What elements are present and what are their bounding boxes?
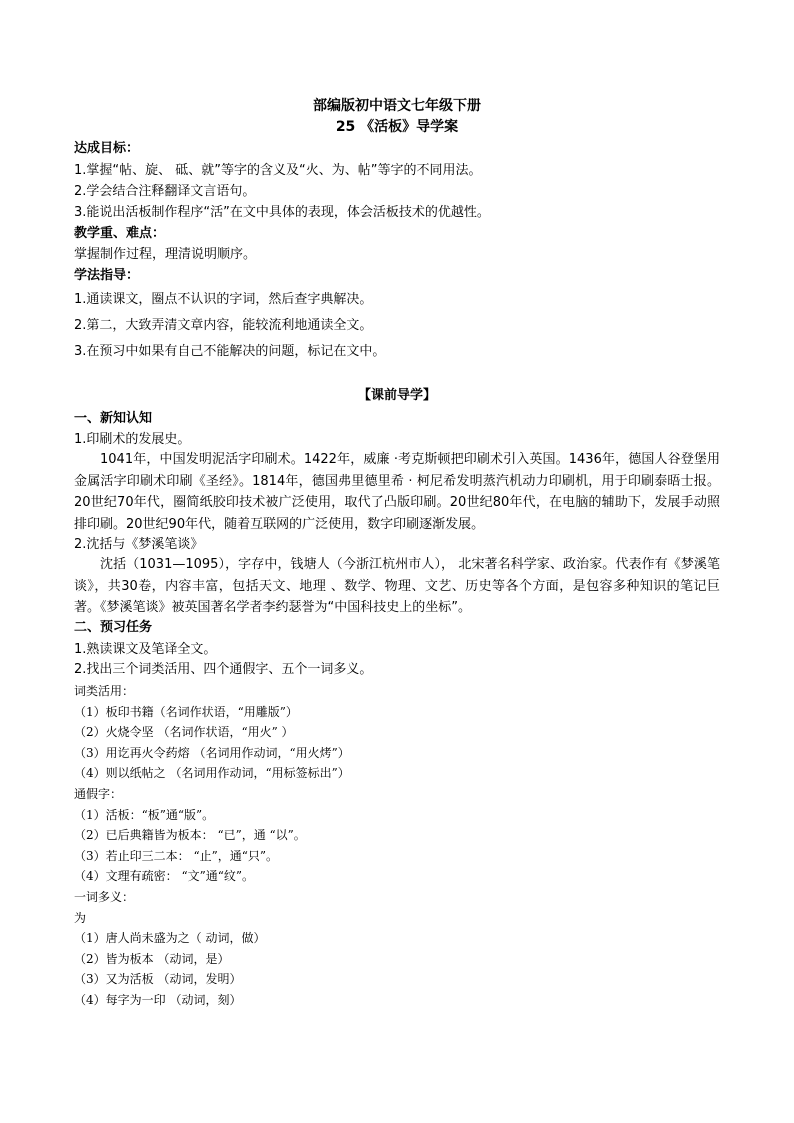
- method-heading: 学法指导：: [74, 268, 140, 283]
- history-text: 1041年，中国发明泥活字印刷术。1422年，威廉 ·考克斯顿把印刷术引入英国。1436年，德国人谷登堡用金属活字印刷术印刷《圣经》。1814年，德国弗里德里希 · 柯尼希发明蒸汽机动力印刷机，用于印刷泰晤士报。20世纪70年代，圈简纸胶印技术被广泛使用，取代了凸版印刷。20世纪80年代，在电脑的辅助下，发展手动照排印刷。20世纪90年代，随着互联网的广泛使用，数字印刷逐渐发展。: [74, 452, 720, 532]
- shenkuo-text: 沈括（1031—1095），字存中，钱塘人（今浙江杭州市人）， 北宋著名科学家、政治家。代表作有《梦溪笔谈》，共30卷，内容丰富，包括天文、地理 、数学、物理、文艺、历史等各个方面，是包容多种知识的笔记巨著。《梦溪笔谈》被英国著名学者李约瑟誉为“中国科技史上的坐标”。: [74, 557, 720, 615]
- goals-heading: 达成目标：: [74, 141, 140, 156]
- cilei-item: （4）则以纸帖之 （名词用作动词，“用标签标出”）: [74, 766, 350, 780]
- part2-heading: 二、预习任务: [74, 620, 153, 635]
- duoyi-item: （2）皆为板本 （动词，是）: [74, 952, 230, 966]
- history-paragraph: [74, 449, 720, 535]
- document-subtitle: 25 《活板》导学案: [335, 119, 459, 135]
- duoyi-item: （3）又为活板 （动词，发明）: [74, 972, 242, 986]
- cilei-item: （1）板印书籍（名词作状语，“用雕版”）: [74, 705, 298, 719]
- duoyi-item: （4）每字为一印 （动词，刻）: [74, 993, 242, 1007]
- method-item: 3.在预习中如果有自己不能解决的问题，标记在文中。: [74, 344, 386, 359]
- keypoints-text: 掌握制作过程，理清说明顺序。: [74, 247, 257, 262]
- goal-item: 1.掌握“帖、旋、 砥、就”等字的含义及“火、为、帖”等字的不同用法。: [74, 163, 482, 178]
- part1-heading: 一、新知认知: [74, 411, 153, 426]
- tongjia-item: （3）若止印三二本： “止”，通“只”。: [74, 849, 278, 863]
- document-title: 部编版初中语文七年级下册: [313, 98, 481, 114]
- tongjia-label: 通假字：: [74, 787, 123, 801]
- cilei-label: 词类活用：: [74, 684, 135, 698]
- duoyi-word: 为: [74, 911, 87, 925]
- tongjia-item: （4）文理有疏密： “文”通“纹”。: [74, 869, 254, 883]
- duoyi-label: 一词多义：: [74, 890, 135, 904]
- cilei-item: （2）火烧令坚 （名词作状语，“用火” ）: [74, 725, 294, 739]
- method-item: 2.第二，大致弄清文章内容，能较流利地通读全文。: [74, 318, 373, 333]
- section-title: 【课前导学】: [357, 388, 436, 403]
- keypoints-heading: 教学重、难点：: [74, 226, 166, 241]
- duoyi-item: （1）唐人尚未盛为之（ 动词，做）: [74, 931, 266, 945]
- task-item: 2.找出三个词类活用、四个通假字、五个一词多义。: [74, 662, 373, 677]
- part1-sub1: 1.印刷术的发展史。: [74, 432, 191, 447]
- goal-item: 2.学会结合注释翻译文言语句。: [74, 184, 256, 199]
- cilei-item: （3）用讫再火令药熔 （名词用作动词，“用火烤”）: [74, 746, 350, 760]
- method-item: 1.通读课文，圈点不认识的字词，然后查字典解决。: [74, 292, 373, 307]
- tongjia-item: （2）已后典籍皆为板本： “已”，通 “以”。: [74, 828, 306, 842]
- part1-sub2: 2.沈括与《梦溪笔谈》: [74, 537, 204, 552]
- task-item: 1.熟读课文及笔译全文。: [74, 642, 217, 657]
- tongjia-item: （1）活板：“板”通“版”。: [74, 808, 215, 822]
- goal-item: 3.能说出活板制作程序“活”在文中具体的表现，体会活板技术的优越性。: [74, 205, 490, 220]
- shenkuo-paragraph: [74, 554, 720, 619]
